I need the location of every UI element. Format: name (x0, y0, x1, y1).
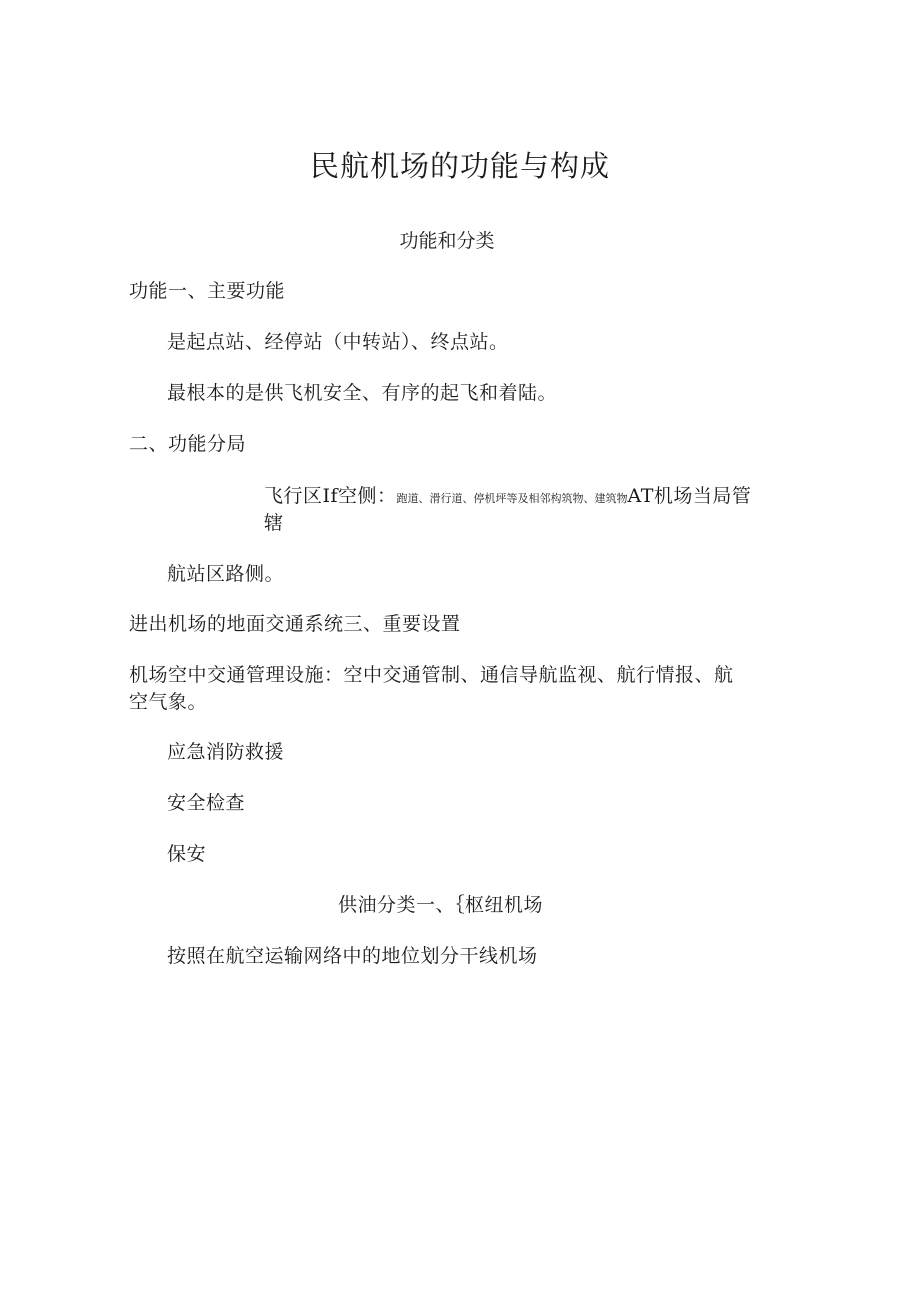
paragraph-ground-traffic: 进出机场的地面交通系统三、重要设置 (129, 613, 461, 635)
heading-function-layout: 二、功能分局 (129, 433, 247, 455)
list-item-security-check: 安全检查 (167, 792, 246, 814)
page-title: 民航机场的功能与构成 (309, 149, 610, 183)
paragraph-takeoff-landing: 最根本的是供飞机安全、有序的起飞和着陆。 (167, 382, 558, 404)
airside-label: 飞行区If空侧： (264, 485, 397, 507)
paragraph-network-position: 按照在航空运输网络中的地位划分干线机场 (167, 945, 538, 967)
paragraph-airside-cont: 辖 (264, 512, 284, 534)
airside-detail: 跑道、滑行道、停机坪等及相邻构筑物、建筑物 (396, 492, 628, 505)
paragraph-landside: 航站区路侧。 (167, 563, 285, 585)
heading-main-functions: 功能一、主要功能 (129, 280, 286, 302)
section-subtitle: 功能和分类 (399, 230, 495, 252)
paragraph-atm-facilities-cont: 空气象。 (129, 691, 208, 713)
paragraph-stations: 是起点站、经停站（中转站）、终点站。 (167, 331, 509, 353)
list-item-fire-rescue: 应急消防救援 (167, 741, 285, 763)
paragraph-airside (264, 484, 751, 511)
paragraph-atm-facilities: 机场空中交通管理设施：空中交通管制、通信导航监视、航行情报、航 (129, 664, 734, 686)
paragraph-fuel-classification: 供油分类一、｛枢纽机场 (338, 894, 544, 916)
airside-authority: AT机场当局管 (627, 485, 752, 507)
list-item-safeguard: 保安 (167, 843, 207, 865)
